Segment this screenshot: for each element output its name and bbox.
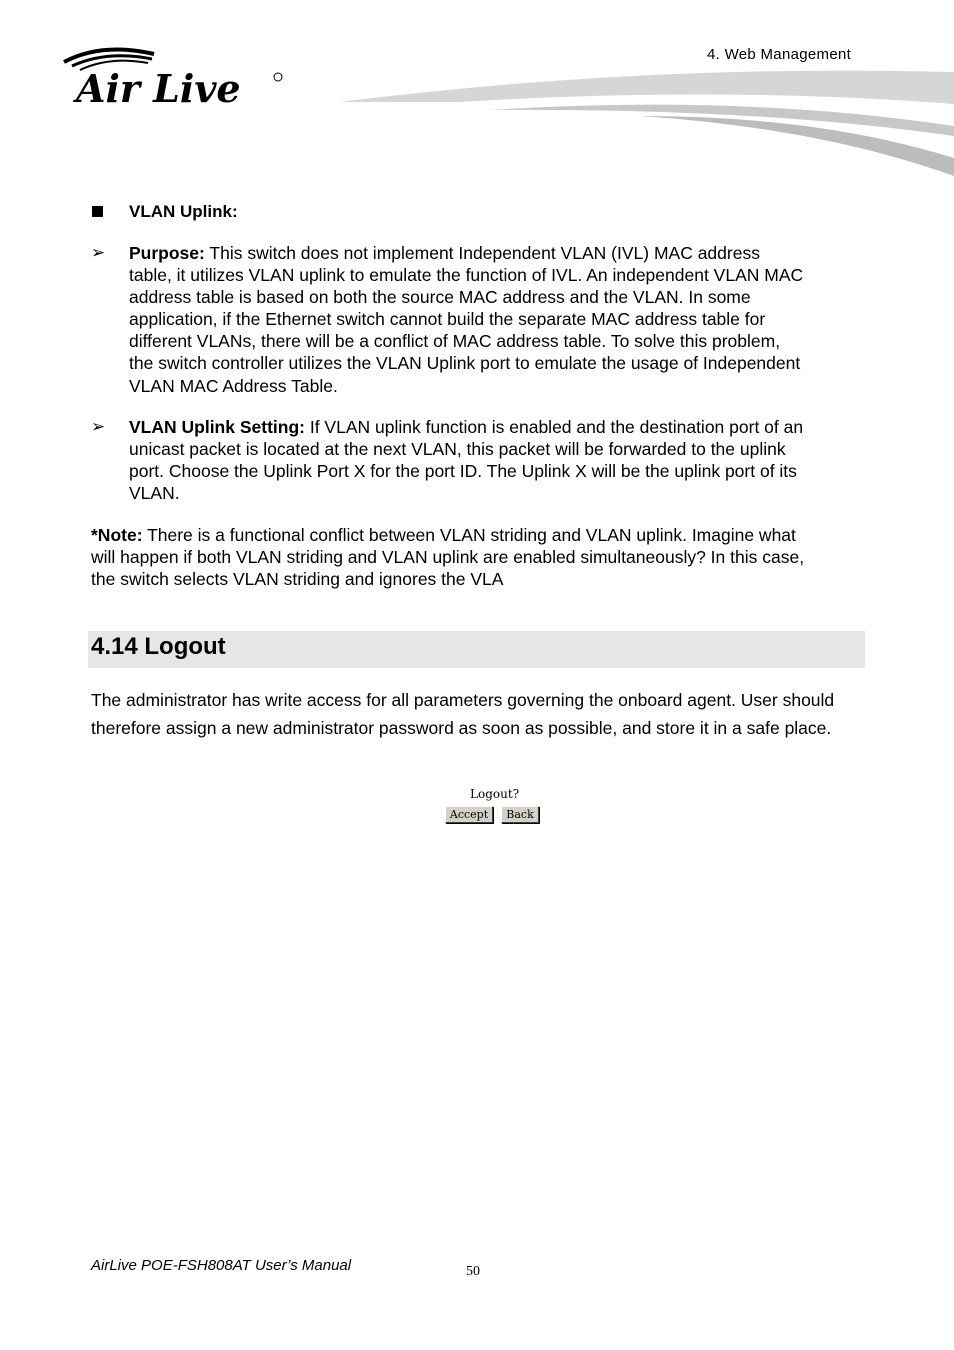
- logout-prompt: Logout?: [470, 787, 520, 801]
- header-swoosh: [340, 66, 954, 181]
- text-line: different VLANs, there will be a conflict of MAC address table. To solve this problem,: [129, 331, 781, 351]
- text-line: application, if the Ethernet switch cannot build the separate MAC address table for: [129, 309, 766, 329]
- page-number: 50: [466, 1264, 480, 1279]
- section-title: 4.14 Logout: [91, 633, 226, 660]
- back-button[interactable]: Back: [501, 806, 539, 823]
- text-line: table, it utilizes VLAN uplink to emulate the function of IVL. An independent VLAN MAC: [129, 265, 804, 285]
- note-label: *Note:: [91, 525, 143, 545]
- purpose-paragraph: [129, 242, 874, 397]
- text-line: unicast packet is located at the next VLAN, this packet will be forwarded to the uplink: [129, 439, 786, 459]
- text-line: the switch controller utilizes the VLAN Uplink port to emulate the usage of Independent: [129, 353, 801, 373]
- text-line: the switch selects VLAN striding and ignores the VLA: [91, 569, 504, 589]
- text-line: This switch does not implement Independent VLAN (IVL) MAC address: [209, 243, 760, 263]
- footer-manual-title: AirLive POE-FSH808AT User’s Manual: [91, 1257, 352, 1274]
- text-line: port. Choose the Uplink Port X for the port ID. The Uplink X will be the uplink port of its: [129, 461, 797, 481]
- text-line: If VLAN uplink function is enabled and the destination port of an: [309, 417, 804, 437]
- chapter-heading: 4. Web Management: [707, 46, 852, 63]
- vlan-uplink-title: VLAN Uplink:: [129, 202, 238, 221]
- square-bullet-icon: [92, 206, 103, 217]
- note-paragraph: [91, 524, 891, 590]
- arrow-bullet-icon: ➢: [91, 417, 106, 436]
- logo-text: Air Live: [76, 66, 241, 111]
- uplink-setting-paragraph: [129, 416, 874, 504]
- logout-paragraph: The administrator has write access for all parameters governing the onboard agent. User should therefore assign a new administrator password as soon as possible, and store it in a safe place.: [91, 690, 835, 738]
- purpose-label: Purpose:: [129, 243, 205, 263]
- arrow-bullet-icon: ➢: [91, 243, 106, 262]
- text-line: address table is based on both the source MAC address and the VLAN. In some: [129, 287, 751, 307]
- text-line: will happen if both VLAN striding and VLAN uplink are enabled simultaneously? In this case,: [91, 547, 805, 567]
- text-line: VLAN MAC Address Table.: [129, 376, 338, 396]
- accept-button[interactable]: Accept: [445, 806, 493, 823]
- text-line: VLAN.: [129, 483, 180, 503]
- text-line: There is a functional conflict between VLAN striding and VLAN uplink. Imagine what: [147, 525, 796, 545]
- airlive-logo: [62, 44, 292, 114]
- uplink-setting-label: VLAN Uplink Setting:: [129, 417, 305, 437]
